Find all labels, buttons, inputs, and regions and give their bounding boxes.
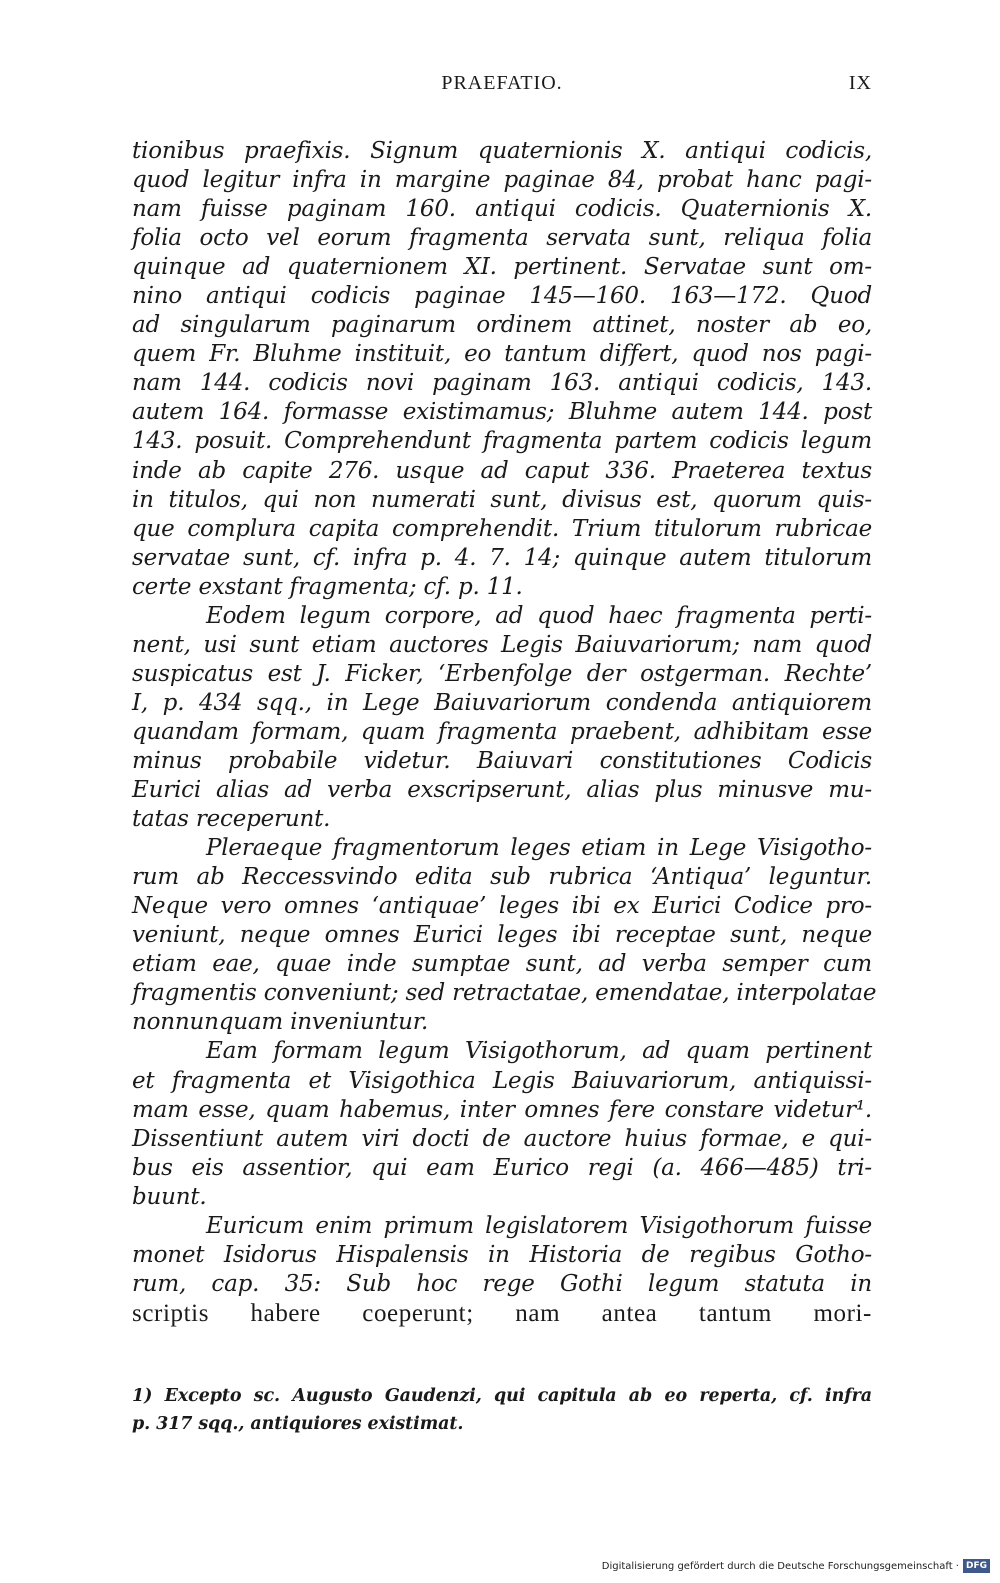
text-line: Dissentiunt autem viri docti de auctore huius formae, e qui-	[132, 1125, 872, 1152]
credit-text: Digitalisierung gefördert durch die Deutsche Forschungsgemeinschaft ·	[601, 1560, 959, 1572]
text-line: rum ab Reccessvindo edita sub rubrica ‘Antiqua’ leguntur.	[132, 864, 872, 891]
text-line: etiam eae, quae inde sumptae sunt, ad verba semper cum	[132, 951, 872, 978]
dfg-logo: DFG	[963, 1559, 990, 1573]
footnote	[132, 1382, 872, 1438]
text-line: mam esse, quam habemus, inter omnes fere constare videtur¹.	[132, 1096, 872, 1123]
text-line: veniunt, neque omnes Eurici leges ibi receptae sunt, neque	[132, 922, 872, 949]
body-text	[132, 137, 877, 1328]
text-line: ad singularum paginarum ordinem attinet, noster ab eo,	[132, 312, 872, 339]
text-line: monet Isidorus Hispalensis in Historia de regibus Gotho-	[132, 1241, 872, 1268]
text-line: inde ab capite 276. usque ad caput 336. Praeterea textus	[132, 457, 872, 484]
paragraph-start-line: Eodem legum corpore, ad quod haec fragmenta perti-	[206, 602, 872, 629]
text-line: suspicatus est J. Ficker, ‘Erbenfolge der ostgerman. Rechte’	[132, 660, 872, 687]
text-line: in titulos, qui non numerati sunt, divisus est, quorum quis-	[132, 486, 872, 513]
quotation-line: scriptis habere coeperunt; nam antea tantum mori-	[132, 1299, 872, 1327]
text-line: Eurici alias ad verba exscripserunt, alias plus minusve mu-	[132, 777, 872, 804]
text-line: nent, usi sunt etiam auctores Legis Baiuvariorum; nam quod	[132, 631, 872, 658]
text-line: quem Fr. Bluhme instituit, eo tantum differt, quod nos pagi-	[132, 341, 872, 368]
text-line: servatae sunt, cf. infra p. 4. 7. 14; quinque autem titulorum	[132, 544, 872, 571]
text-line: Neque vero omnes ‘antiquae’ leges ibi ex Eurici Codice pro-	[132, 893, 872, 920]
text-line: I, p. 434 sqq., in Lege Baiuvariorum condenda antiquiorem	[132, 689, 872, 716]
paragraph-start-line: Pleraeque fragmentorum leges etiam in Lege Visigotho-	[206, 835, 872, 862]
footnote-line: 1) Excepto sc. Augusto Gaudenzi, qui capitula ab eo reperta, cf. infra	[132, 1386, 872, 1406]
text-line: autem 164. formasse existimamus; Bluhme autem 144. post	[132, 399, 872, 426]
text-line: nam fuisse paginam 160. antiqui codicis. Quaternionis X.	[132, 196, 872, 223]
text-line: 143. posuit. Comprehendunt fragmenta partem codicis legum	[132, 428, 872, 455]
text-line: bus eis assentior, qui eam Eurico regi (a. 466—485) tri-	[132, 1154, 872, 1181]
text-line: minus probabile videtur. Baiuvari constitutiones Codicis	[132, 747, 872, 774]
text-line: rum, cap. 35: Sub hoc rege Gothi legum statuta in	[132, 1270, 872, 1297]
digitization-credit	[602, 1557, 990, 1575]
text-line: nonnunquam inveniuntur.	[132, 1009, 429, 1036]
text-line: nino antiqui codicis paginae 145—160. 163—172. Quod	[132, 283, 872, 310]
text-line: quandam formam, quam fragmenta praebent, adhibitam esse	[132, 718, 872, 745]
text-line: tionibus praefixis. Signum quaternionis X. antiqui codicis,	[132, 138, 872, 164]
text-line: que complura capita comprehendit. Trium titulorum rubricae	[132, 515, 872, 542]
text-line: et fragmenta et Visigothica Legis Baiuvariorum, antiquissi-	[132, 1067, 872, 1094]
text-line: buunt.	[132, 1183, 207, 1210]
paragraph-start-line: Eam formam legum Visigothorum, ad quam pertinent	[206, 1038, 872, 1065]
text-line: quod legitur infra in margine paginae 84, probat hanc pagi-	[132, 167, 872, 194]
page-number: IX	[848, 72, 872, 94]
text-line: nam 144. codicis novi paginam 163. antiqui codicis, 143.	[132, 370, 872, 397]
running-title: PRAEFATIO.	[441, 72, 563, 94]
page-header	[132, 72, 872, 104]
text-line: quinque ad quaternionem XI. pertinent. Servatae sunt om-	[132, 254, 872, 281]
text-line: tatas receperunt.	[132, 806, 331, 833]
text-line: fragmentis conveniunt; sed retractatae, emendatae, interpolatae	[132, 980, 877, 1007]
footnote-line: p. 317 sqq., antiquiores existimat.	[132, 1414, 464, 1434]
text-line: folia octo vel eorum fragmenta servata sunt, reliqua folia	[132, 225, 872, 252]
paragraph-start-line: Euricum enim primum legislatorem Visigothorum fuisse	[206, 1212, 872, 1239]
text-line: certe exstant fragmenta; cf. p. 11.	[132, 573, 523, 600]
